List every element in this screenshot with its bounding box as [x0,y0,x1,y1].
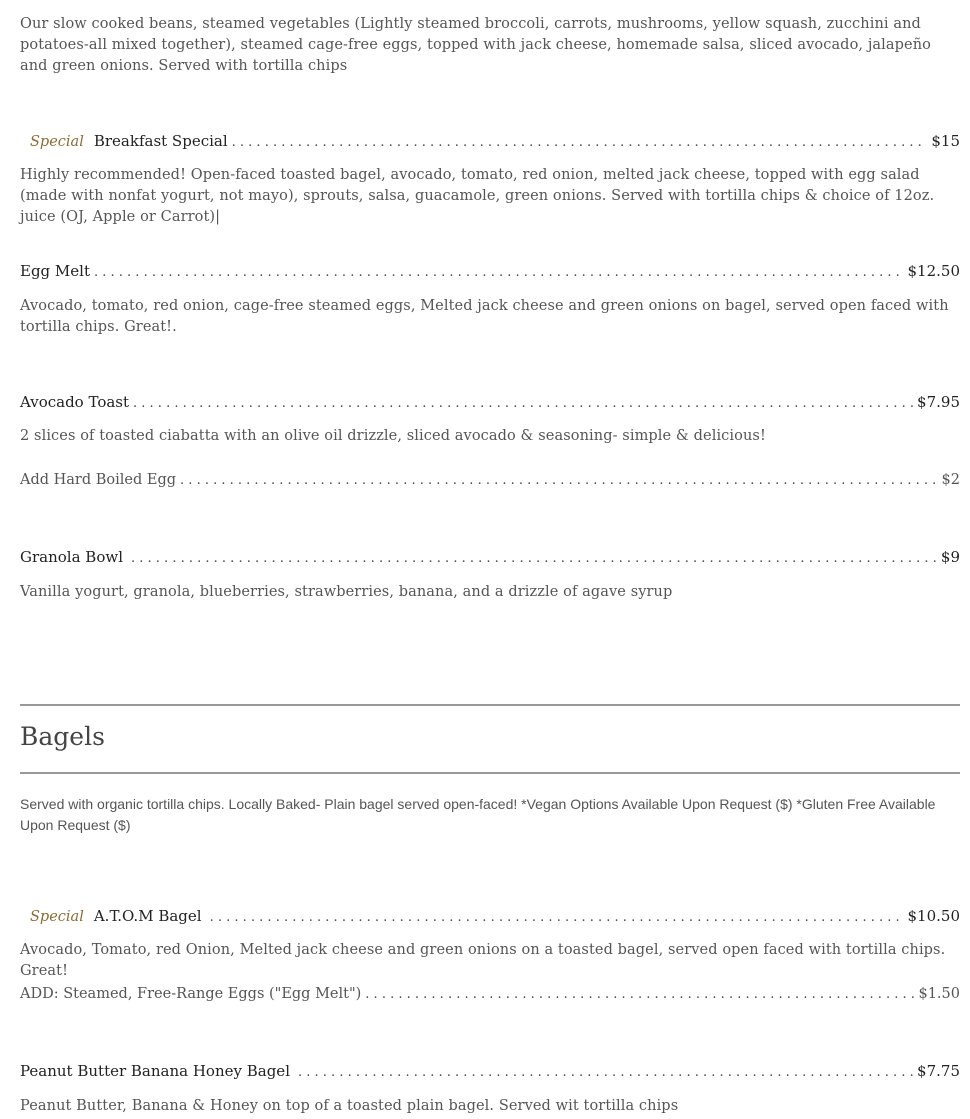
dot-leader [131,551,937,566]
item-price: $12.50 [907,262,960,280]
item-description: Avocado, tomato, red onion, cage-free steamed eggs, Melted jack cheese and green onions on bagel, served open faced with tortilla chips. Great!. [20,298,949,335]
menu-addon-egg-melt [20,986,960,1008]
item-description: Our slow cooked beans, steamed vegetables (Lightly steamed broccoli, carrots, mushrooms, yellow squash, zucchini and potatoes-all mixed together), steamed cage-free eggs, topped with jack cheese, homemade salsa, sliced avocado, jalapeño and green onions. Served with tortilla chips [20,16,931,74]
item-description: 2 slices of toasted ciabatta with an olive oil drizzle, sliced avocado & seasoning- simple & delicious! [20,428,766,444]
addon-price: $2 [941,472,960,488]
dot-leader [94,265,904,280]
dot-leader [365,987,914,1002]
menu-item-egg-melt [20,262,960,284]
item-description: Avocado, Tomato, red Onion, Melted jack cheese and green onions on a toasted bagel, served open faced with tortilla chips. Great! [20,942,946,979]
section-divider-bottom [20,772,960,774]
item-name: Peanut Butter Banana Honey Bagel [20,1062,290,1080]
item-price: $10.50 [907,907,960,925]
dot-leader [210,910,904,925]
special-tag: Special [30,134,84,150]
dot-leader [298,1065,913,1080]
section-divider-top [20,704,960,706]
item-description: Highly recommended! Open-faced toasted bagel, avocado, tomato, red onion, melted jack cheese, topped with egg salad (made with nonfat yogurt, not mayo), sprouts, salsa, guacamole, green onions. Served with tortilla chips & choice of 12oz. juice (OJ, Apple or Carrot)| [20,167,935,225]
item-name: Egg Melt [20,262,90,280]
addon-name: ADD: Steamed, Free-Range Eggs ("Egg Melt") [20,986,362,1002]
menu-item-pb-banana-honey-bagel [20,1062,960,1084]
dot-leader [180,473,938,488]
special-tag: Special [30,909,84,925]
addon-price: $1.50 [918,986,960,1002]
item-price: $15 [931,132,960,150]
dot-leader [133,396,913,411]
item-price: $9 [940,548,960,566]
item-name: A.T.O.M Bagel [93,907,202,925]
menu-item-avocado-toast [20,393,960,415]
item-price: $7.75 [917,1062,960,1080]
menu-item-atom-bagel [20,907,960,929]
section-title-bagels: Bagels [20,722,105,751]
menu-item-breakfast-special [20,132,960,154]
item-name: Granola Bowl [20,548,123,566]
menu-addon-hard-boiled-egg [20,472,960,494]
item-description: Peanut Butter, Banana & Honey on top of a toasted plain bagel. Served wit tortilla chips [20,1098,679,1114]
item-name: Avocado Toast [20,393,130,411]
item-description: Vanilla yogurt, granola, blueberries, strawberries, banana, and a drizzle of agave syrup [20,584,673,600]
addon-name: Add Hard Boiled Egg [20,472,177,488]
section-intro: Served with organic tortilla chips. Locally Baked- Plain bagel served open-faced! *Vegan Options Available Upon Request ($) *Gluten Free Available Upon Request ($) [20,796,936,833]
dot-leader [232,135,928,150]
item-name: Breakfast Special [93,132,228,150]
menu-item-granola-bowl [20,548,960,570]
item-price: $7.95 [917,393,960,411]
